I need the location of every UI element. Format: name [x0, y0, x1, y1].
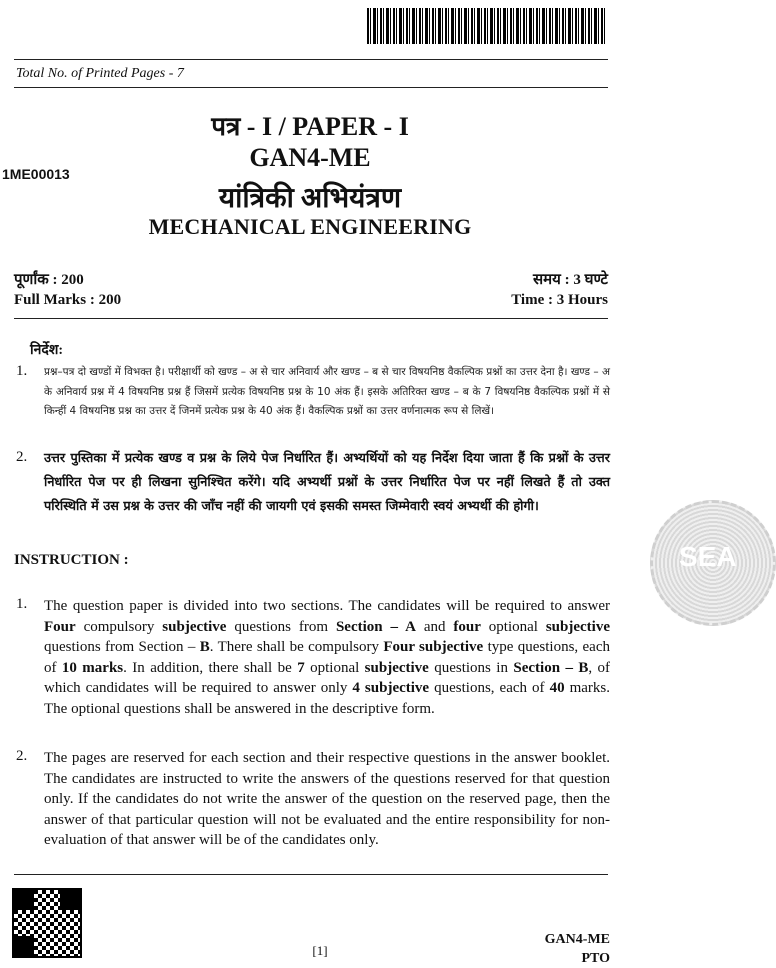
top-divider	[14, 59, 608, 60]
hindi-instruction-1: प्रश्न–पत्र दो खण्डों में विभक्त है। परीक्षार्थी को खण्ड – अ से चार अनिवार्य और खण्ड – ब से चार विषयनिष्ठ वैकल्पिक प्रश्नों का उत्तर देना है। खण्ड – अ के अनिवार्य प्रश्न में 4 विषयनिष्ठ प्रश्न हैं जिसमें प्रत्येक विषयनिष्ठ प्रश्न के 10 अंक हैं। इसके अतिरिक्त खण्ड – ब के 7 विषयनिष्ठ वैकल्पिक प्रश्नों में से किन्हीं 4 विषयनिष्ठ प्रश्न का उत्तर दें जिनमें प्रत्येक प्रश्न के 40 अंक हैं। वैकल्पिक प्रश्नों का उत्तर वर्णनात्मक रूप से लिखें।	[44, 366, 610, 417]
footer-pto: PTO	[581, 951, 610, 966]
footer-code	[545, 930, 610, 968]
english-item-number: 2.	[16, 748, 28, 764]
instructions-heading-hindi: निर्देश:	[30, 343, 64, 358]
hindi-item-number: 1.	[16, 363, 28, 379]
marks-divider	[14, 318, 608, 319]
footer-paper-code: GAN4-ME	[544, 932, 610, 947]
instructions-heading-english: INSTRUCTION :	[14, 552, 129, 568]
header-divider	[14, 87, 608, 88]
qr-code-icon	[12, 888, 82, 958]
subject-hindi: यांत्रिकी अभियंत्रण	[218, 183, 402, 214]
barcode-icon	[367, 8, 607, 44]
english-instruction-2: The pages are reserved for each section and their respective questions in the answer booklet. The candidates are instructed to write the answers of the questions reserved for that question only. If the candidates do not write the answer of the question on the reserved page, then the answer of that particular question will not be evaluated and the entire responsibility for non-evaluation of that answer will be of the candidates only.	[44, 750, 610, 848]
hindi-instruction-2: उत्तर पुस्तिका में प्रत्येक खण्ड व प्रश्न के लिये पेज निर्धारित हैं। अभ्यर्थियों को यह निर्देश दिया जाता हैं कि प्रश्नों के उत्तर निर्धारित पेज पर ही लिखना सुनिश्चित करेंगे। यदि अभ्यर्थी प्रश्नों के उत्तर निर्धारित पेज पर नहीं लिखते हैं तो उक्त परिस्थिति में उस प्रश्न के उत्तर की जाँच नहीं की जायगी एवं इसकी समस्त जिम्मेवारी स्वयं अभ्यर्थी की होगी।	[44, 451, 610, 514]
paper-code: GAN4-ME	[249, 143, 371, 172]
time-hindi: समय : 3 घण्टे	[533, 272, 608, 288]
seal-stamp-icon	[650, 500, 776, 626]
hindi-item-number: 2.	[16, 449, 28, 465]
english-item-number: 1.	[16, 596, 28, 612]
footer-divider	[14, 874, 608, 875]
seal-text: SEA	[679, 541, 737, 572]
time-english: Time : 3 Hours	[511, 292, 608, 308]
page-number: [1]	[312, 943, 328, 958]
side-code: 1ME00013	[2, 166, 70, 182]
english-instruction-1: The question paper is divided into two sections. The candidates will be required to answer Four compulsory subjective questions from Section – A and four optional subjective questions from Section – B. There shall be compulsory Four subjective type questions, each of 10 marks. In addition, there shall be 7 optional subjective questions in Section – B, of which candidates will be required to answer only 4 subjective questions, each of 40 marks. The optional questions shall be answered in the descriptive form.	[44, 598, 611, 717]
full-marks-hindi: पूर्णांक : 200	[14, 272, 84, 288]
paper-title-hindi: पत्र - I / PAPER - I	[211, 112, 409, 141]
full-marks-english: Full Marks : 200	[14, 292, 122, 308]
subject-english: MECHANICAL ENGINEERING	[148, 214, 472, 239]
total-pages: Total No. of Printed Pages - 7	[16, 66, 184, 81]
